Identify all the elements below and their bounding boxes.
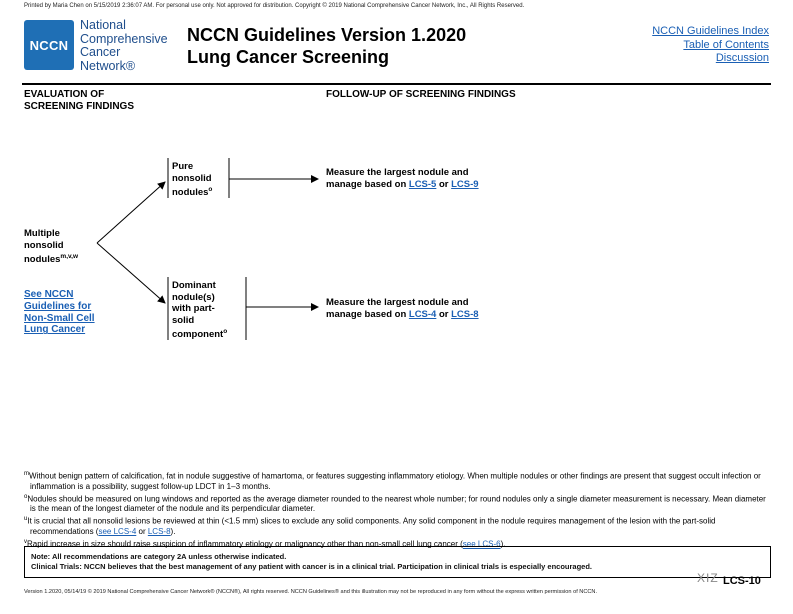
footnote-text: It is crucial that all nonsolid lesions be reviewed at thin (<1.5 mm) slices to exclude any solid components. Any solid component in the nodule requires management of the lesion with the part-solid recommendations ( — [27, 516, 716, 536]
action-line — [326, 309, 479, 321]
link-joiner: or — [436, 178, 452, 190]
logo-name-line: Network® — [80, 58, 136, 73]
node-line-text: component — [172, 329, 224, 341]
evaluation-heading-line: SCREENING FINDINGS — [24, 101, 135, 112]
node-line: Pure — [172, 161, 194, 172]
footnote-mark: u — [24, 516, 28, 523]
title-version: NCCN Guidelines Version 1.2020 — [187, 25, 467, 45]
logo-name-line: Cancer — [80, 45, 121, 59]
node-line: nonsolid — [24, 239, 64, 251]
footnote-text-end: ). — [170, 526, 176, 536]
connector-root-to-partsolid — [97, 243, 165, 303]
footnote-mark: m — [24, 471, 29, 477]
see-lcs-6-link[interactable]: see LCS-6 — [462, 539, 501, 549]
pure-nonsolid-action — [326, 167, 479, 190]
see-link-line[interactable]: See NCCN — [24, 289, 74, 300]
link-joiner: or — [136, 526, 148, 536]
node-line — [172, 184, 212, 199]
node-line: with part- — [172, 303, 215, 314]
node-line: solid — [172, 314, 195, 326]
pure-nonsolid-nodules-node — [172, 161, 212, 199]
lcs-4-link[interactable]: LCS-4 — [408, 308, 437, 320]
footnote-o — [24, 492, 772, 515]
footnote-marks: m,v,w — [60, 253, 79, 260]
link-joiner: or — [436, 308, 452, 320]
see-link-line[interactable]: Lung Cancer — [24, 324, 86, 336]
discussion-link[interactable]: Discussion — [715, 52, 769, 64]
footnote-mark: o — [208, 186, 213, 193]
node-line-text: nodules — [24, 254, 61, 266]
footnote-mark: o — [223, 328, 228, 335]
action-prefix: manage based on — [326, 308, 409, 320]
footnotes — [24, 469, 772, 550]
logo-name-line: Comprehensive — [80, 31, 168, 46]
recommendation-note-box — [24, 546, 771, 578]
table-of-contents-link[interactable]: Table of Contents — [683, 38, 769, 51]
watermark: XIZ — [697, 571, 719, 585]
footnote-text-end: ). — [500, 539, 506, 549]
node-line: nodule(s) — [172, 291, 215, 303]
page-identifier: LCS-10 — [723, 575, 761, 587]
action-line: Measure the largest nodule and — [326, 167, 469, 178]
connector-root-to-pure — [97, 182, 165, 243]
evaluation-heading-line: EVALUATION OF — [24, 89, 105, 100]
node-line-text: nodules — [172, 187, 209, 199]
lcs-9-link[interactable]: LCS-9 — [451, 178, 479, 190]
node-line — [24, 251, 78, 266]
title-topic: Lung Cancer Screening — [187, 47, 390, 67]
see-lcs-4-link[interactable]: see LCS-4 — [98, 526, 137, 536]
see-nsclc-guidelines-link[interactable] — [24, 289, 95, 336]
footnote-text: Rapid increase in size should raise suspicion of inflammatory etiology or malignancy other than non-small cell lung cancer ( — [27, 539, 463, 549]
follow-up-column-heading: FOLLOW-UP OF SCREENING FINDINGS — [326, 89, 516, 100]
node-line: Multiple — [24, 228, 60, 239]
note-category-text: Note: All recommendations are category 2A unless otherwise indicated. — [31, 552, 287, 561]
see-link-line[interactable]: Guidelines for — [24, 300, 92, 312]
lcs-5-link[interactable]: LCS-5 — [408, 178, 437, 190]
printed-by-notice: Printed by Maria Chen on 5/15/2019 2:36:07 AM. For personal use only. Not approved for distribution. Copyright © 2019 National Comprehensive Cancer Network, Inc., All Rights Reserved. — [24, 3, 525, 9]
lcs-8-link[interactable]: LCS-8 — [451, 308, 479, 320]
multiple-nonsolid-nodules-node — [24, 228, 78, 266]
action-prefix: manage based on — [326, 178, 409, 190]
action-line: Measure the largest nodule and — [326, 297, 469, 308]
footnote-mark: v — [24, 538, 27, 545]
logo-abbreviation: NCCN — [29, 37, 69, 53]
node-line: nonsolid — [172, 172, 212, 184]
note-clinical-trials-text: Clinical Trials: NCCN believes that the best management of any patient with cancer is in a clinical trial. Participation in clinical trials is especially encouraged. — [31, 562, 593, 571]
footnote-text: Without benign pattern of calcification, fat in nodule suggestive of hamartoma, or features suggesting inflammatory etiology. When multiple nodules or other findings are present that suggest occult infection or inflammation is a possibility, suggest follow-up LDCT in 1–3 months. — [29, 471, 761, 491]
part-solid-action — [326, 297, 479, 320]
dominant-part-solid-nodule-node — [172, 280, 227, 341]
footnote-m — [24, 469, 772, 492]
action-line — [326, 179, 479, 191]
footnote-u — [24, 514, 772, 537]
logo-name-line: National — [80, 18, 126, 32]
guidelines-index-link[interactable]: NCCN Guidelines Index — [652, 25, 769, 37]
footnote-text: Nodules should be measured on lung windows and reported as the average diameter rounded to the nearest whole number; for round nodules only a single diameter measurement is necessary. Mean diameter is the mean of the longest diameter of the nodule and its perpendicular diameter. — [27, 494, 766, 514]
node-line: Dominant — [172, 280, 216, 291]
lcs-8-footnote-link[interactable]: LCS-8 — [147, 526, 171, 536]
see-link-line[interactable]: Non-Small Cell — [24, 312, 95, 324]
node-line — [172, 326, 227, 341]
footnote-mark: o — [24, 493, 28, 500]
version-copyright-line: Version 1.2020, 05/14/19 © 2019 National Comprehensive Cancer Network® (NCCN®), All rights reserved. NCCN Guidelines® and this illustration may not be reproduced in any form without the express written permission of NCCN. — [24, 589, 598, 595]
